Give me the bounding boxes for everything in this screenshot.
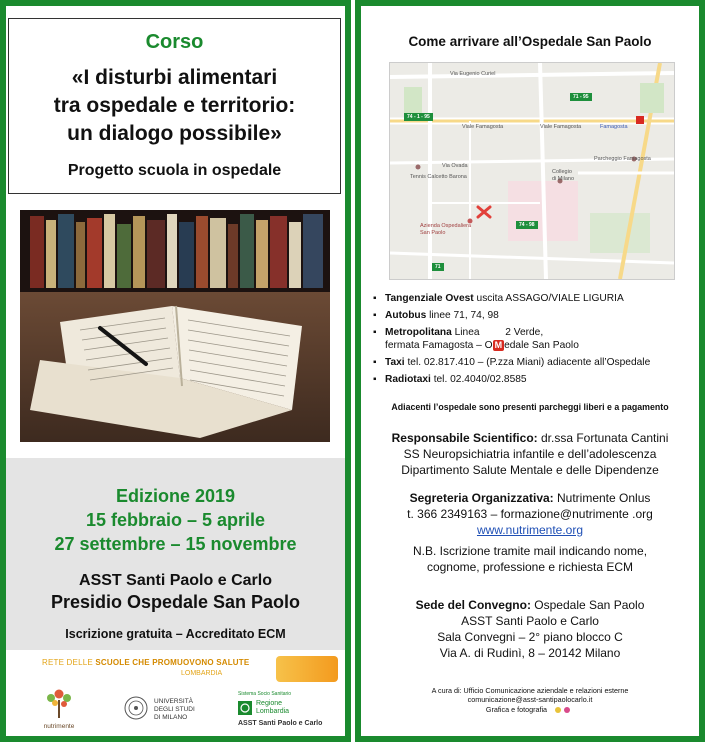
asst-logo-name: ASST Santi Paolo e Carlo [238, 720, 323, 727]
sede-line: ASST Santi Paolo e Carlo [461, 614, 599, 628]
footer-line: Grafica e fotografia [485, 704, 548, 714]
open-book-photo [20, 210, 330, 442]
flower-icon [552, 704, 574, 716]
metro-icon: M [494, 340, 503, 350]
map-label-azienda-line: Azienda Ospedaliera [420, 223, 472, 229]
bus-sign-74-98: 74 - 98 [516, 221, 538, 229]
sede-label: Sede del Convegno: [415, 598, 531, 612]
map-label-tennis: Tennis Calcetto Barona [410, 174, 467, 180]
course-label: Corso [145, 31, 204, 53]
map-label-famagosta-station: Famagosta [600, 124, 628, 130]
map-label-parcheggio: Parcheggio Famagosta [594, 156, 651, 162]
list-item-taxi [371, 356, 696, 369]
map-roads [390, 63, 674, 279]
tangenziale-detail: uscita ASSAGO/VIALE LIGURIA [473, 293, 624, 304]
footer-line: A cura di: Ufficio Comunicazione aziendale e relazioni esterne [431, 686, 629, 695]
taxi-label: Taxi [385, 357, 405, 368]
right-flyer-content [361, 6, 699, 736]
parking-note: Adiacenti l’ospedale sono presenti parcheggi liberi e a pagamento [391, 402, 669, 412]
open-book-illustration [20, 210, 330, 442]
regione-lombardia-logo [238, 690, 342, 728]
left-flyer-panel [0, 0, 351, 742]
nb-section [361, 543, 699, 575]
nutrimente-logo [34, 688, 84, 731]
segreteria-label: Segreteria Organizzativa: [409, 491, 554, 505]
metro-line: Linea [451, 327, 483, 338]
segreteria-section [361, 490, 699, 538]
map-label-collegio [552, 169, 574, 183]
unimi-line: DEGLI STUDI [154, 706, 195, 713]
list-item-radiotaxi [371, 373, 696, 386]
metro-stop-a: fermata Famagosta – O [385, 340, 493, 351]
edition-dates-first: 15 febbraio – 5 aprile [85, 510, 266, 530]
responsabile-name: dr.ssa Fortunata Cantini [537, 431, 669, 445]
course-title [9, 64, 340, 148]
sede-section [361, 597, 699, 661]
location-map [389, 62, 675, 280]
venue-asst: ASST Santi Paolo e Carlo [79, 572, 272, 589]
sede-line: Sala Convegni – 2° piano blocco C [437, 630, 623, 644]
list-item-metropolitana [371, 326, 696, 352]
metro-label: Metropolitana [385, 327, 452, 338]
regione-line: Lombardia [256, 708, 290, 715]
nutrimente-name: nutrimente [43, 723, 75, 730]
edition-dates-second: 27 settembre – 15 novembre [54, 534, 297, 554]
sistema-socio-sanitario: Sistema Socio Sanitario [238, 691, 292, 697]
course-title-line: «I disturbi alimentari [71, 66, 278, 89]
unimi-line: DI MILANO [154, 714, 188, 721]
left-flyer-content [6, 6, 345, 736]
map-label-collegio-line: Collegio [552, 169, 572, 175]
map-label-ovada: Via Ovada [442, 163, 468, 169]
directions-title: Come arrivare all’Ospedale San Paolo [408, 34, 652, 49]
segreteria-name: Nutrimente Onlus [553, 491, 651, 505]
rete-scuole-logo-text [42, 658, 249, 667]
map-label-collegio-line: di Milano [552, 176, 575, 182]
footer-email: comunicazione@asst-santipaolocarlo.it [467, 695, 593, 704]
tangenziale-label: Tangenziale Ovest [385, 293, 474, 304]
metro-line-2: 2 Verde, [502, 327, 544, 338]
list-item-autobus [371, 309, 696, 322]
tree-icon [39, 688, 79, 718]
regione-line: Regione [256, 700, 283, 707]
regione-rose-icon [238, 701, 252, 715]
taxi-detail: tel. 02.817.410 – (P.zza Miani) adiacente all’Ospedale [404, 357, 651, 368]
rete-bold: SCUOLE CHE PROMUOVONO SALUTE [95, 658, 250, 667]
unimi-seal-icon [124, 696, 148, 720]
rete-waves-icon [276, 656, 338, 682]
sede-name: Ospedale San Paolo [530, 598, 645, 612]
logo-strip [6, 650, 345, 736]
nb-line: cognome, professione e richiesta ECM [426, 560, 634, 574]
list-item-tangenziale [371, 292, 696, 305]
edition-label: Edizione 2019 [115, 486, 236, 506]
right-flyer-panel [355, 0, 705, 742]
title-box [8, 18, 341, 194]
map-label-famagosta-road: Viale Famagosta [462, 124, 504, 130]
map-label-eugenio: Via Eugenio Curiel [450, 71, 496, 77]
bus-sign-71-95: 71 - 95 [570, 93, 592, 101]
responsabile-label: Responsabile Scientifico: [391, 431, 538, 445]
nb-line: N.B. Iscrizione tramite mail indicando nome, [412, 544, 648, 558]
course-title-line: tra ospedale e territorio: [53, 94, 296, 117]
bus-sign-74-1-95: 74 - 1 - 95 [404, 113, 433, 121]
autobus-label: Autobus [385, 310, 427, 321]
registration-note: Iscrizione gratuita – Accreditato ECM [65, 627, 286, 641]
transport-list [371, 292, 696, 390]
segreteria-contact: t. 366 2349163 – formazione@nutrimente .org [407, 507, 653, 521]
venue-presidio: Presidio Ospedale San Paolo [50, 592, 301, 612]
map-label-famagosta-road-2: Viale Famagosta [540, 124, 582, 130]
autobus-detail: linee 71, 74, 98 [426, 310, 499, 321]
rete-prefix: RETE DELLE [42, 658, 96, 667]
radiotaxi-label: Radiotaxi [385, 374, 431, 385]
footer-credits [361, 686, 699, 716]
course-subtitle: Progetto scuola in ospedale [67, 162, 282, 179]
unimi-line: UNIVERSITÀ [154, 698, 194, 705]
responsabile-unit: SS Neuropsichiatria infantile e dell’adolescenza [403, 447, 657, 461]
course-title-line: un dialogo possibile» [67, 122, 282, 145]
edition-info-band [6, 458, 345, 650]
metro-stop-b: edale San Paolo [504, 340, 579, 351]
responsabile-department: Dipartimento Salute Mentale e delle Dipendenze [401, 463, 659, 477]
map-label-azienda-line: San Paolo [420, 230, 446, 236]
sede-address: Via A. di Rudinì, 8 – 20142 Milano [439, 646, 621, 660]
website-link[interactable]: www.nutrimente.org [476, 523, 584, 537]
bus-sign-71: 71 [432, 263, 444, 271]
responsabile-section [361, 430, 699, 478]
map-label-azienda [420, 223, 471, 237]
radiotaxi-detail: tel. 02.4040/02.8585 [430, 374, 527, 385]
rete-region: LOMBARDIA [181, 670, 223, 677]
